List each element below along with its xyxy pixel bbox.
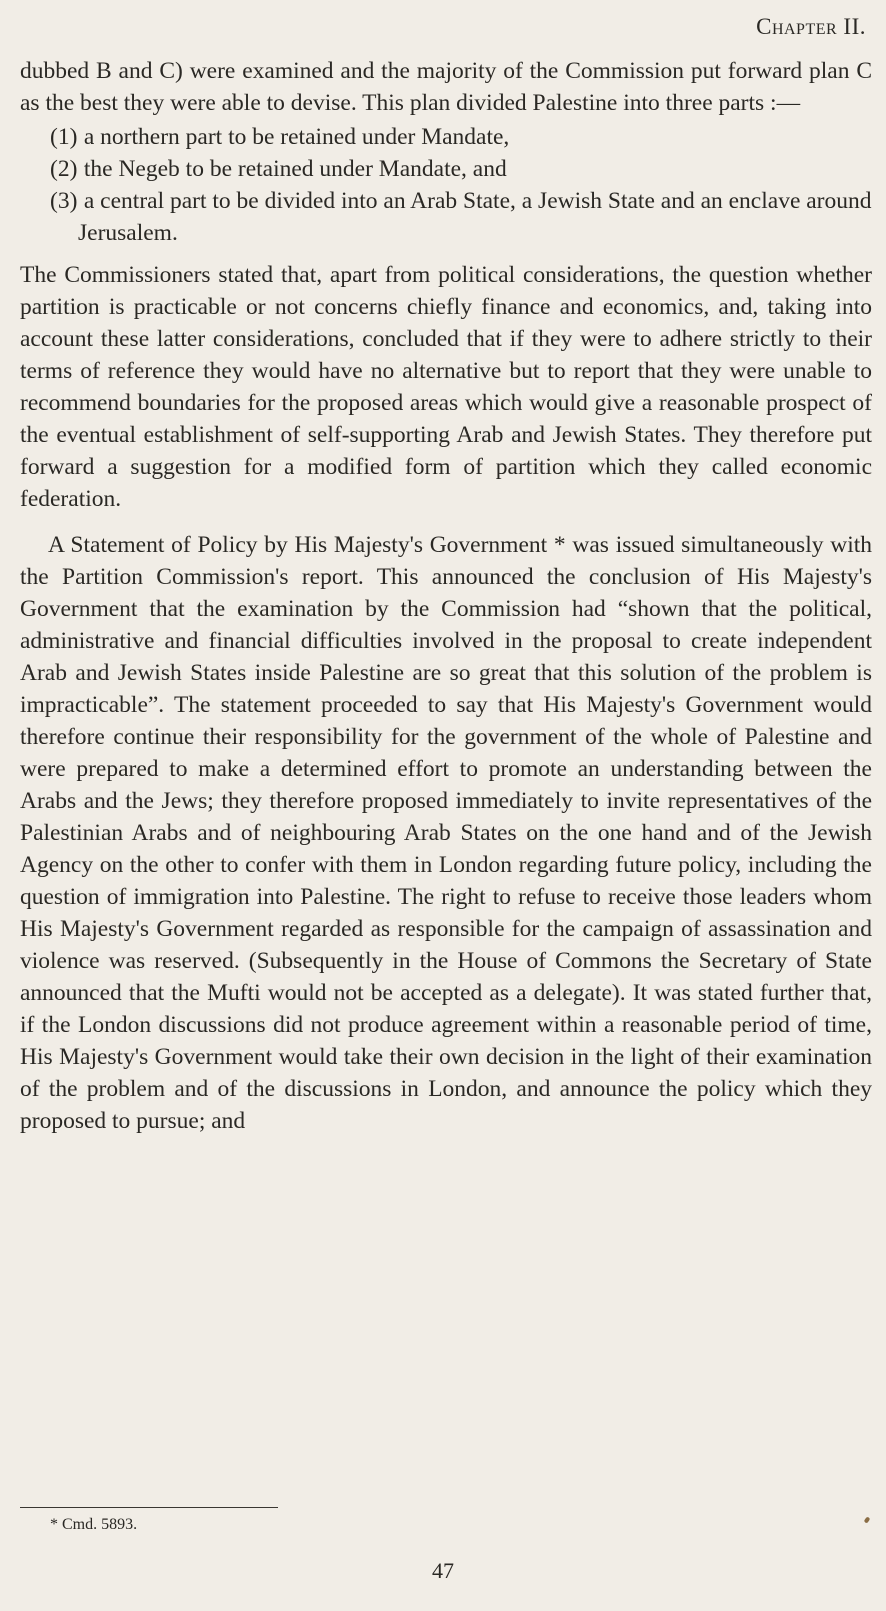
list-item-text: the Negeb to be retained under Mandate, and <box>83 156 507 182</box>
list-item-text: a northern part to be retained under Mandate, <box>83 124 510 150</box>
list-item-number: (3) <box>50 188 78 214</box>
paragraph-commissioners: The Commissioners stated that, apart from political considerations, the question whether partition is practicable or not concerns chiefly finance and economics, and, taking into account these latter considerations, concluded that if they were to adhere strictly to their terms of reference they would have no alternative but to report that they were unable to recommend boundaries for the proposed areas which would give a reasonable prospect of the eventual establishment of self-supporting Arab and Jewish States. They therefore put forward a suggestion for a modified form of partition which they called economic federation. <box>20 262 872 512</box>
list-item-number: (1) <box>50 124 78 150</box>
page-number: 47 <box>432 1558 454 1583</box>
list-item-number: (2) <box>50 156 78 182</box>
list-item <box>20 185 872 249</box>
paragraph-statement-of-policy: A Statement of Policy by His Majesty's Government * was issued simultaneously with the Partition Commission's report. This announced the conclusion of His Majesty's Government that the examination by the Commission had “shown that the political, administrative and financial difficulties involved in the proposal to create independent Arab and Jewish States inside Palestine are so great that this solution of the problem is impracticable”. The statement proceeded to say that His Majesty's Government would therefore continue their responsibility for the government of the whole of Palestine and were prepared to make a determined effort to promote an understanding between the Arabs and the Jews; they therefore proposed immediately to invite representatives of the Palestinian Arabs and of neighbouring Arab States on the one hand and of the Jewish Agency on the other to confer with them in London regarding future policy, including the question of immigration into Palestine. The right to refuse to receive those leaders whom His Majesty's Government regarded as responsible for the campaign of assassination and violence was reserved. (Subsequently in the House of Commons the Secretary of State announced that the Mufti would not be accepted as a delegate). It was stated further that, if the London discussions did not produce agreement within a reasonable period of time, His Majesty's Government would take their own decision in the light of their examination of the problem and of the discussions in London, and announce the policy which they proposed to pursue; and <box>20 532 872 1134</box>
list-item <box>20 121 872 153</box>
footnote-divider <box>20 1507 278 1508</box>
partition-list <box>20 121 872 249</box>
chapter-heading: Chapter II. <box>756 14 866 39</box>
paper-speck <box>864 1516 871 1523</box>
list-item-text: a central part to be divided into an Arab State, a Jewish State and an enclave around Jerusalem. <box>78 188 872 246</box>
footnote: * Cmd. 5893. <box>50 1516 138 1533</box>
paragraph-intro: dubbed B and C) were examined and the majority of the Commission put forward plan C as the best they were able to devise. This plan divided Palestine into three parts :— <box>20 58 872 116</box>
body-text <box>20 55 872 1137</box>
list-item <box>20 153 872 185</box>
